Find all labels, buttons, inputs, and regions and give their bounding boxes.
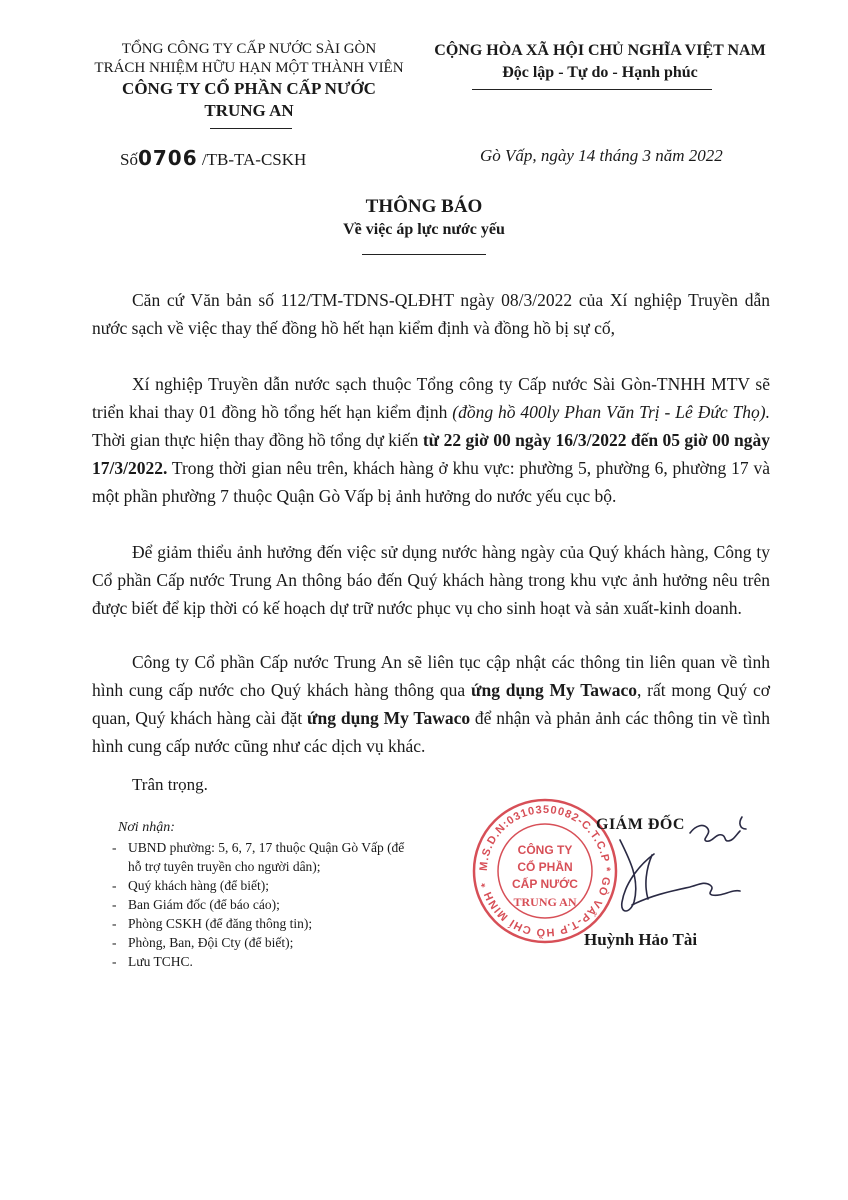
handwritten-signature-icon — [592, 795, 772, 925]
signer-name: Huỳnh Hảo Tài — [584, 930, 698, 949]
p4-app-name-1: ứng dụng My Tawaco — [470, 680, 637, 700]
seal-line-1: CÔNG TY — [517, 843, 573, 857]
recipient-item: - Ban Giám đốc (để báo cáo); — [108, 895, 408, 914]
closing-greeting: Trân trọng. — [132, 775, 208, 794]
date-line — [480, 146, 723, 166]
national-header — [410, 40, 790, 84]
recipient-item: - Phòng, Ban, Đội Cty (để biết); — [108, 933, 408, 952]
issuer-block — [88, 40, 410, 122]
ref-number: 0706 — [137, 146, 198, 170]
reference-number — [120, 146, 306, 170]
document-title: THÔNG BÁO — [365, 196, 483, 217]
seal-line-2: CỔ PHẦN — [517, 860, 573, 874]
document-subtitle: Về việc áp lực nước yếu — [343, 221, 505, 238]
recipient-item: - UBND phường: 5, 6, 7, 17 thuộc Quận Gò Vấp (để hỗ trợ tuyên truyền cho người dân); — [108, 838, 408, 876]
signer-position: GIÁM ĐỐC — [596, 816, 685, 833]
p2-text-c: Trong thời gian nêu trên, khách hàng ở khu vực: phường 5, phường 6, phường 17 và một phần phường 7 thuộc Quận Gò Vấp bị ảnh hưởng do nước yếu cục bộ. — [92, 458, 770, 506]
recipient-item: - Phòng CSKH (để đăng thông tin); — [108, 914, 408, 933]
recipient-item: - Quý khách hàng (để biết); — [108, 876, 408, 895]
paragraph-advice: Để giảm thiểu ảnh hưởng đến việc sử dụng nước hàng ngày của Quý khách hàng, Công ty Cổ phần Cấp nước Trung An thông báo đến Quý khách hàng trong khu vực ảnh hưởng nêu trên được biết để kịp thời có kế hoạch dự trữ nước phục vụ cho sinh hoạt và sản xuất-kinh doanh. — [92, 542, 770, 618]
nation-title: CỘNG HÒA XÃ HỘI CHỦ NGHĨA VIỆT NAM — [434, 42, 766, 59]
p2-bold-time: từ 22 giờ 00 ngày 16/3/2022 đến 05 giờ 00 ngày 17/3/2022. — [92, 430, 770, 478]
paragraph-schedule — [92, 370, 770, 510]
p4-text-c: để nhận và phản ảnh các thông tin về tình hình cung cấp nước cũng như các dịch vụ khác. — [92, 708, 771, 756]
issuer-name-line1: CÔNG TY CỔ PHẦN CẤP NƯỚC — [122, 79, 376, 98]
date-suffix: tháng 3 năm 2022 — [595, 146, 723, 165]
ref-suffix: /TB-TA-CSKH — [201, 150, 307, 169]
date-day: 14 — [578, 146, 596, 165]
motto: Độc lập - Tự do - Hạnh phúc — [502, 64, 698, 81]
seal-line-4: TRUNG AN — [513, 895, 577, 909]
seal-ring-text: M.S.D.N:0310350082-C.T.C.P * GÒ VẤP-T.P HỒ CHÍ MINH * — [477, 803, 613, 939]
motto-underline — [472, 89, 712, 90]
issuer-name-line2: TRUNG AN — [204, 101, 294, 120]
p2-italic: (đồng hồ 400ly Phan Văn Trị - Lê Đức Thọ). — [452, 402, 770, 422]
paragraph-basis: Căn cứ Văn bản số 112/TM-TDNS-QLĐHT ngày 08/3/2022 của Xí nghiệp Truyền dẫn nước sạch về việc thay thế đồng hồ hết hạn kiểm định và đồng hồ bị sự cố, — [92, 290, 770, 338]
issuer-underline — [210, 128, 292, 129]
issuer-parent-line1: TỔNG CÔNG TY CẤP NƯỚC SÀI GÒN — [121, 41, 377, 57]
title-underline — [362, 254, 486, 255]
seal-line-3: CẤP NƯỚC — [512, 877, 578, 891]
p4-app-name-2: ứng dụng My Tawaco — [307, 708, 471, 728]
recipient-item: - Lưu TCHC. — [108, 952, 408, 971]
p2-text-b: Thời gian thực hiện thay đồng hồ tổng dự kiến — [92, 430, 423, 450]
issuer-parent-line2: TRÁCH NHIỆM HỮU HẠN MỘT THÀNH VIÊN — [94, 60, 404, 76]
p4-text-b: , rất mong Quý cơ quan, Quý khách hàng cài đặt — [92, 680, 771, 728]
date-prefix: Gò Vấp, ngày — [480, 146, 579, 165]
ref-prefix: Số — [120, 150, 138, 169]
recipients-title: Nơi nhận: — [118, 820, 175, 835]
p2-text-a: Xí nghiệp Truyền dẫn nước sạch thuộc Tổng công ty Cấp nước Sài Gòn-TNHH MTV sẽ triển khai thay 01 đồng hồ tổng hết hạn kiểm định — [92, 374, 770, 422]
p4-text-a: Công ty Cổ phần Cấp nước Trung An sẽ liên tục cập nhật các thông tin liên quan về tình hình cung cấp nước cho Quý khách hàng thông qua — [92, 652, 770, 700]
paragraph-app — [92, 648, 770, 760]
recipients-list — [108, 838, 408, 971]
